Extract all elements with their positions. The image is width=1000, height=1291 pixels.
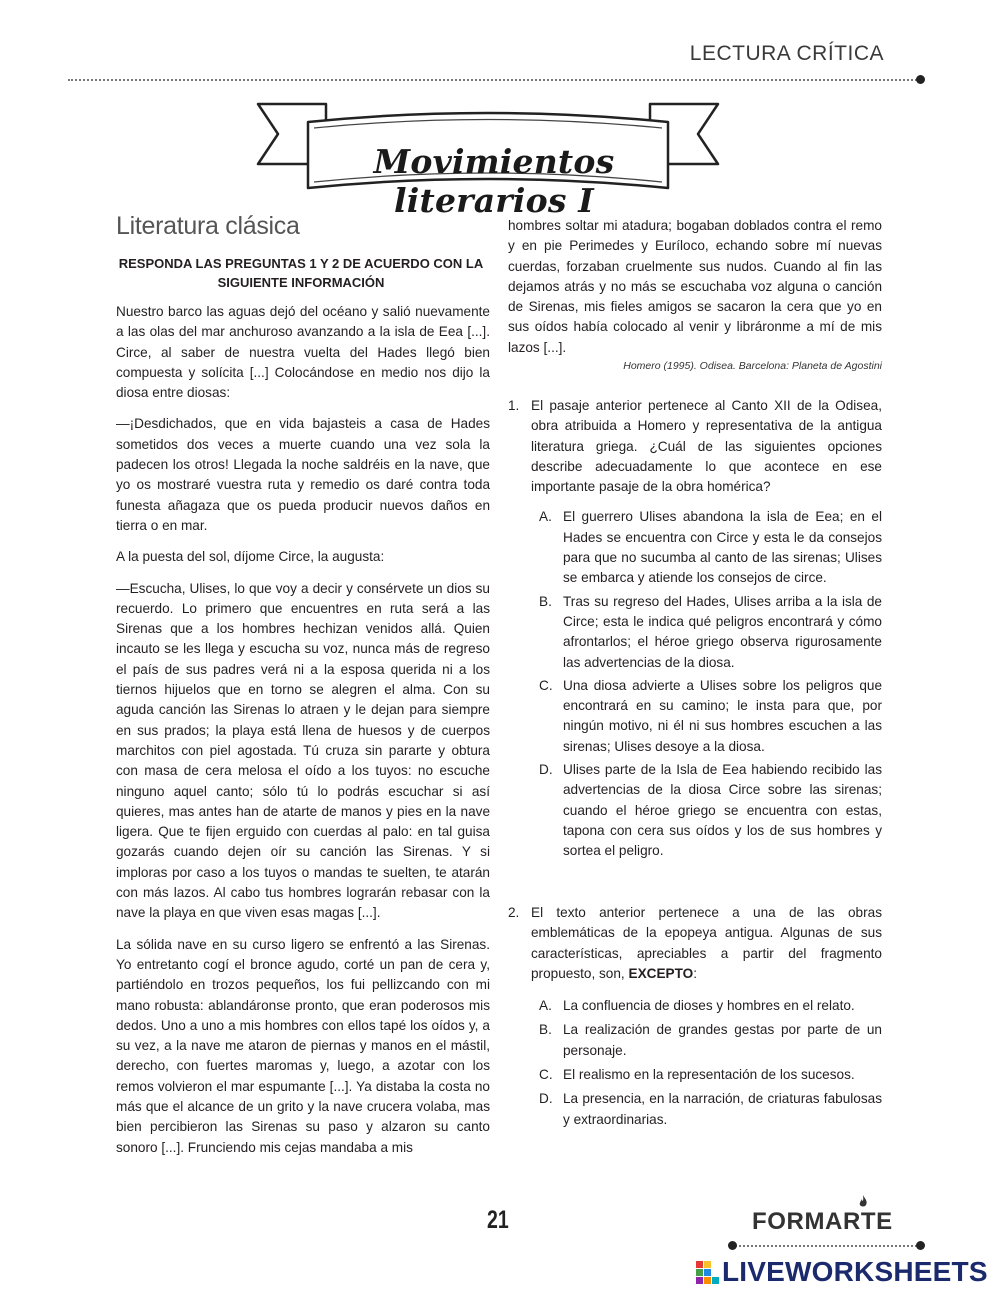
question-stem xyxy=(531,903,882,984)
instructions: RESPONDA LAS PREGUNTAS 1 Y 2 DE ACUERDO CON LA SIGUIENTE INFORMACIÓN xyxy=(118,256,484,290)
question-stem: El pasaje anterior pertenece al Canto XII de la Odisea, obra atribuida a Homero y representativa de la antigua literatura griega. ¿Cuál de las siguientes opciones describe adecuadamente lo que acontece en ese importante pasaje de la obra homérica? xyxy=(531,398,882,495)
option-text: Una diosa advierte a Ulises sobre los peligros que encontrará en su camino; le insta para que, por ningún motivo, ni él ni sus hombres escuchen a las sirenas; Ulises desoye a la diosa. xyxy=(563,677,882,754)
footer-divider xyxy=(731,1245,921,1247)
option-letter: A. xyxy=(539,998,552,1014)
stem-end: : xyxy=(693,965,697,981)
passage-right-column xyxy=(508,216,882,369)
passage-paragraph: —Escucha, Ulises, lo que voy a decir y consérvete un dios su recuerdo. Lo primero que encuentres en ruta será a las Sirenas que a los hombres hechizan venidos allá. Quien incauto se les llega y escucha su voz, nunca más de regreso el país de sus padres verá ni a la esposa querida ni a los tiernos hijuelos que en torno se alegren el alma. Con su aguda canción las Sirenas lo atraen y le dejan para siempre en sus prados; la playa está llena de huesos y de cuerpos marchitos con piel agostada. Tú cruza sin pararte y obtura con masa de cera melosa el oído a los tuyos: no escuche ninguno aquel canto; sólo tú lo podrás escuchar si así quieres, mas antes han de atarte de manos y pies en la nave ligera. Que te fijen erguido con cuerdas al palo: en tal guisa gozarás cuando dejen oír su canción las Sirenas. Y si imploras por caso a los tuyos o mandas te suelten, te atarán con más lazos. Al cabo tus hombres lograrán rebasar con la nave la playa en que viven esas magas [...]. xyxy=(116,580,490,921)
option-text: La presencia, en la narración, de criaturas fabulosas y extraordinarias. xyxy=(563,1091,882,1127)
header-title: LECTURA CRÍTICA xyxy=(689,42,884,65)
question-number: 1. xyxy=(508,398,520,413)
stem-text: El texto anterior pertenece a una de las obras emblemáticas de la epopeya antigua. Algunas de sus características, apreciables a partir del fragmento propuesto, son, xyxy=(531,905,882,981)
passage-paragraph: Nuestro barco las aguas dejó del océano y salió nuevamente a las olas del mar anchuroso avanzando a la isla de Eea [...]. Circe, al saber de nuestra vuelta del Hades llegó bien compuesta y solícita [...] Colocándose en medio nos dijo la diosa entre diosas: xyxy=(116,304,490,401)
citation: Homero (1995). Odisea. Barcelona: Planeta de Agostini xyxy=(623,360,882,372)
question-number: 2. xyxy=(508,905,520,920)
option-b[interactable] xyxy=(539,1020,882,1061)
page-number: 21 xyxy=(487,1206,509,1234)
option-c[interactable] xyxy=(539,676,882,757)
option-letter: B. xyxy=(539,593,552,609)
option-text: La confluencia de dioses y hombres en el relato. xyxy=(563,998,855,1014)
question-2 xyxy=(508,903,882,1134)
option-letter: C. xyxy=(539,677,553,693)
option-letter: D. xyxy=(539,762,553,778)
option-letter: D. xyxy=(539,1091,553,1107)
option-text: El realismo en la representación de los sucesos. xyxy=(563,1067,855,1083)
liveworksheets-logo-icon xyxy=(694,1258,722,1286)
banner-title: Movimientos literarios I xyxy=(373,142,615,220)
passage-paragraph: hombres soltar mi atadura; bogaban doblados contra el remo y en pie Perimedes y Euríloco, echando sobre mí nuevas cuerdas, forzaban cruelmente sus nudos. Cuando al fin las dejamos atrás y no más se escuchaba voz alguna o canción de Sirenas, mis fieles amigos se sacaron la cera que yo en sus oídos había colocado al venir y libráronme a mí de mis lazos [...]. xyxy=(508,218,882,355)
option-letter: B. xyxy=(539,1022,552,1038)
option-text: Ulises parte de la Isla de Eea habiendo recibido las advertencias de la diosa Circe sobre las sirenas; cuando el héroe griego se encuentra con estas, tapona con cera sus oídos y los de sus hombres y sortea el peligro. xyxy=(563,762,882,859)
option-a[interactable] xyxy=(539,996,882,1016)
flame-icon xyxy=(856,1194,870,1212)
option-d[interactable] xyxy=(539,760,882,861)
passage-left-column xyxy=(116,302,490,1169)
option-list xyxy=(539,996,882,1130)
section-title: Literatura clásica xyxy=(116,212,300,240)
option-text: El guerrero Ulises abandona la isla de Eea; en el Hades se encuentra con Circe y esta le da consejos para que no sucumba al canto de las sirenas; Ulises se embarca y atiende los consejos de circe. xyxy=(563,509,882,586)
stem-emphasis: EXCEPTO xyxy=(628,965,694,981)
passage-paragraph: —¡Desdichados, que en vida bajasteis a casa de Hades sometidos dos veces a muerte cuando una vez sola la padecen los otros! Llegada la noche saldréis en la nave, que yo os mostraré vuestra ruta y remedio os daré contra toda funesta añagaza que os pueda producir nuevos daños en tierra o en mar. xyxy=(116,416,490,533)
brand-logo: FORMARTE xyxy=(752,1208,893,1235)
passage-paragraph: La sólida nave en su curso ligero se enfrentó a las Sirenas. Yo entretanto cogí el bronce agudo, corté un pan de cera y, partiéndolo en trozos pequeños, los fui pellizcando con mi mano robusta: ablandáronse pronto, que eran poderosos mis dedos. Uno a uno a mis hombres con ellos tapé los oídos y, a su vez, a la nave me ataron de piernas y manos en el mástil, derecho, con fuertes maromas y, luego, a azotar con los remos volvieron el mar espumante [...]. Ya distaba la costa no más que el alcance de un grito y la nave crucera volaba, mas bien percibieron las Sirenas su paso y alzaron su canto sonoro [...]. Frunciendo mis cejas mandaba a mis xyxy=(116,936,490,1155)
footer-divider-dot xyxy=(916,1241,925,1250)
liveworksheets-watermark: LIVEWORKSHEETS xyxy=(722,1256,988,1287)
question-1 xyxy=(508,396,882,865)
option-letter: C. xyxy=(539,1067,553,1083)
option-letter: A. xyxy=(539,509,552,525)
option-b[interactable] xyxy=(539,592,882,673)
option-list xyxy=(539,507,882,861)
option-text: La realización de grandes gestas por parte de un personaje. xyxy=(563,1022,882,1058)
option-text: Tras su regreso del Hades, Ulises arriba a la isla de Circe; esta le indica qué peligros encontrará y cómo afrontarlos; el héroe griego observa rigurosamente las advertencias de la diosa. xyxy=(563,593,882,670)
footer-divider-dot xyxy=(728,1241,737,1250)
option-d[interactable] xyxy=(539,1089,882,1130)
header-divider-dot xyxy=(916,75,925,84)
header-divider xyxy=(68,79,920,81)
option-a[interactable] xyxy=(539,507,882,588)
option-c[interactable] xyxy=(539,1065,882,1085)
passage-paragraph: A la puesta del sol, díjome Circe, la augusta: xyxy=(116,549,385,565)
